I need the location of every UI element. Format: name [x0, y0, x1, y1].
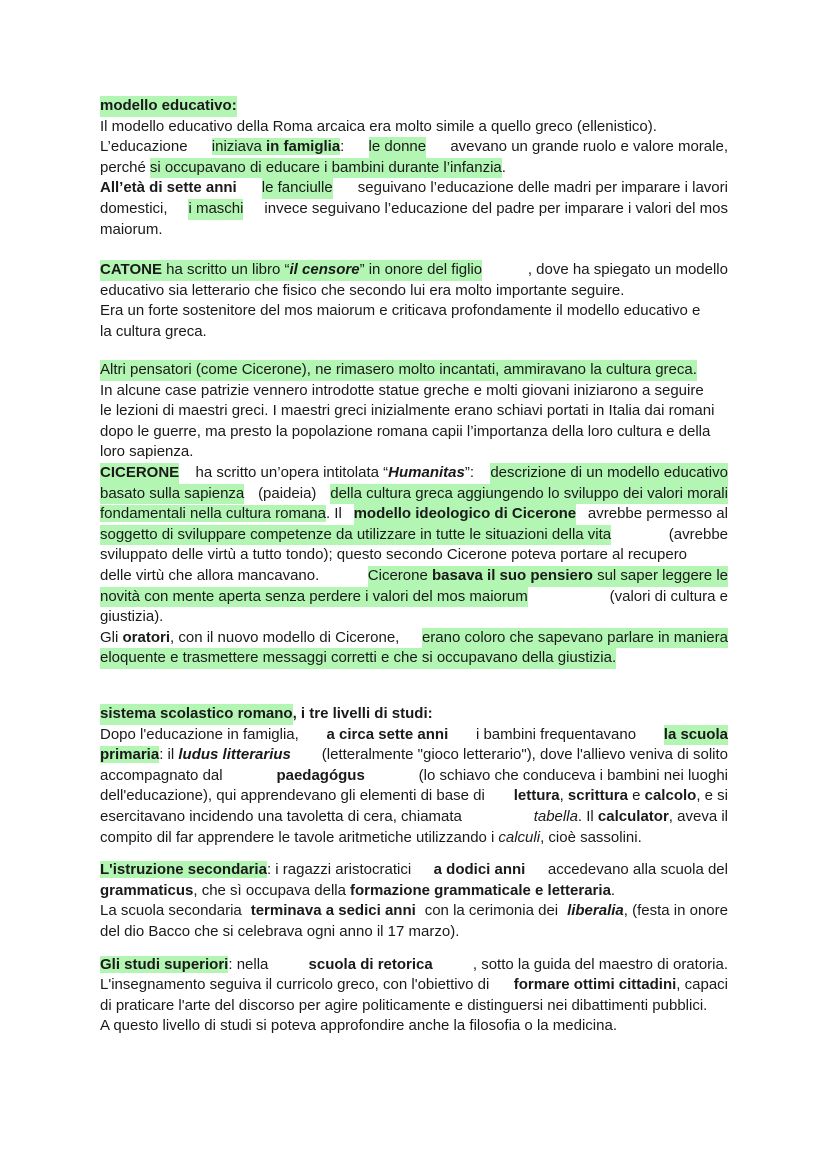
text-line: educativo sia letterario che fisico che secondo lui era molto importante seguire.	[100, 281, 625, 299]
text-line: In alcune case patrizie vennero introdotte statue greche e molti giovani iniziarono a seguire	[100, 381, 704, 399]
text-line: novità con mente aperta senza perdere i valori del mos maiorum (valori di cultura e	[100, 587, 728, 608]
text-line: A questo livello di studi si poteva approfondire anche la filosofia o la medicina.	[100, 1017, 617, 1035]
text-line: CATONE ha scritto un libro “il censore” in onore del figlio , dove ha spiegato un modello	[100, 260, 728, 281]
text-line: le lezioni di maestri greci. I maestri greci inizialmente erano schiavi portati in Italia dai romani	[100, 402, 715, 420]
text-line: L’educazione iniziava in famiglia: le donne avevano un grande ruolo e valore morale,	[100, 137, 728, 158]
text-line: dell'educazione), qui apprendevano gli elementi di base di lettura, scrittura e calcolo, e si	[100, 787, 728, 805]
text-line: delle virtù che allora mancavano. Cicerone basava il suo pensiero sul saper leggere le	[100, 566, 728, 587]
text-line: CICERONE ha scritto un’opera intitolata “Humanitas”: descrizione di un modello educativo	[100, 463, 728, 484]
text-line: del dio Bacco che si celebrava ogni anno il 17 marzo).	[100, 922, 460, 940]
section-title: modello educativo:	[100, 96, 728, 117]
text-line: accompagnato dal paedagógus (lo schiavo che conduceva i bambini nei luoghi	[100, 766, 728, 784]
text-line: dopo le guerre, ma presto la popolazione romana capii l’importanza della loro cultura e della	[100, 422, 711, 440]
text-line: Il modello educativo della Roma arcaica era molto simile a quello greco (ellenistico).	[100, 117, 657, 135]
text-line: soggetto di sviluppare competenze da utilizzare in tutte le situazioni della vita (avrebbe	[100, 525, 728, 546]
text-line: perché si occupavano di educare i bambini durante l’infanzia .	[100, 158, 728, 179]
text-line: Gli studi superiori: nella scuola di retorica , sotto la guida del maestro di oratoria.	[100, 955, 728, 973]
text-line: di praticare l'arte del discorso per agire politicamente e distinguersi nei dibattimenti pubblici.	[100, 996, 708, 1014]
section-catone	[100, 260, 728, 342]
text-line: eloquente e trasmettere messaggi corretti e che si occupavano della giustizia.	[100, 648, 728, 669]
text-line: la cultura greca.	[100, 322, 207, 340]
text-line: domestici, i maschi invece seguivano l’educazione del padre per imparare i valori del mos	[100, 199, 728, 220]
text-line: compito dil far apprendere le tavole aritmetiche utilizzando i calculi , cioè sassolini.	[100, 828, 642, 846]
text-line: Gli oratori, con il nuovo modello di Cicerone, erano coloro che sapevano parlare in maniera	[100, 628, 728, 649]
text-line: giustizia).	[100, 608, 164, 626]
text-line: sviluppato delle virtù a tutto tondo); questo secondo Cicerone poteva portare al recupero	[100, 546, 688, 564]
text-line: Era un forte sostenitore del mos maiorum e criticava profondamente il modello educativo e	[100, 302, 701, 320]
section-modello-educativo	[100, 96, 728, 240]
text-line: loro sapienza.	[100, 443, 194, 461]
section-title: sistema scolastico romano , i tre livelli di studi:	[100, 704, 728, 725]
text-line: maiorum.	[100, 220, 163, 238]
text-line: Dopo l'educazione in famiglia, a circa sette anni i bambini frequentavano la scuola	[100, 725, 728, 746]
text-line: basato sulla sapienza (paideia) della cultura greca aggiungendo lo sviluppo dei valori morali	[100, 484, 728, 505]
text-line: primaria: il ludus litterarius (letteralmente "gioco letterario"), dove l'allievo veniva di solito	[100, 746, 728, 764]
section-cicerone	[100, 360, 728, 669]
text-line: All’età di sette anni le fanciulle seguivano l’educazione delle madri per imparare i lavori	[100, 178, 728, 199]
text-line: L'istruzione secondaria: i ragazzi aristocratici a dodici anni accedevano alla scuola del	[100, 861, 728, 879]
text-line: grammaticus , che sì occupava della formazione grammaticale e letteraria .	[100, 881, 616, 899]
section-sistema-scolastico	[100, 704, 728, 1037]
text-line: fondamentali nella cultura romana. Il modello ideologico di Cicerone avrebbe permesso al	[100, 504, 728, 525]
text-line: Altri pensatori (come Cicerone), ne rimasero molto incantati, ammiravano la cultura greca.	[100, 360, 728, 381]
text-line: La scuola secondaria terminava a sedici anni con la cerimonia dei liberalia, (festa in onore	[100, 902, 728, 920]
text-line: esercitavano incidendo una tavoletta di cera, chiamata tabella. Il calculator, aveva il	[100, 807, 728, 825]
text-line: L'insegnamento seguiva il curricolo greco, con l'obiettivo di formare ottimi cittadini, capaci	[100, 976, 728, 994]
